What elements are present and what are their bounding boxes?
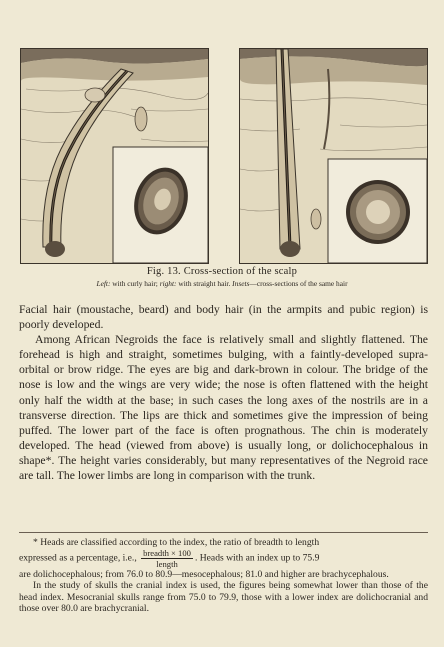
figure-caption: Fig. 13. Cross-section of the scalp (146, 266, 298, 277)
footnote-formula-intro: expressed as a percentage, i.e., (19, 552, 140, 564)
footnote-head-index-line1: * Heads are classified according to the index, the ratio of breadth to length (33, 537, 320, 548)
straight-hair-illustration (240, 49, 427, 263)
body-text (19, 302, 428, 483)
breadth-length-fraction (141, 548, 193, 569)
footnote-divider (19, 532, 428, 533)
caption-insets-label: Insets (232, 279, 250, 288)
caption-right-label: right: (159, 279, 177, 288)
footnote-cranial-index: In the study of skulls the cranial index is used, the figures being somewhat lower than those of the head index. Mesocranial skulls range from 75.0 to 79.9, those with a lower index are dolichocranial and those over 80.0 are brachycranial. (19, 580, 428, 614)
footnote-formula-tail: . Heads with an index up to 75.9 (194, 552, 320, 564)
caption-left-text: with curly hair; (110, 279, 160, 288)
fraction-denominator: length (156, 559, 178, 570)
footnote-head-index-line3: are dolichocephalous; from 76.0 to 80.9—mesocephalous; 81.0 and higher are brachycephalous. (19, 569, 389, 581)
figure-illustrations (20, 48, 426, 262)
curly-hair-illustration (21, 49, 208, 263)
caption-insets-text: —cross-sections of the same hair (249, 279, 348, 288)
figure-subcaption (0, 279, 444, 288)
caption-left-label: Left: (96, 279, 111, 288)
straight-hair-cross-section-panel (239, 48, 428, 264)
curly-hair-cross-section-panel (20, 48, 209, 264)
fraction-numerator: breadth × 100 (143, 548, 191, 559)
caption-right-text: with straight hair. (176, 279, 233, 288)
footnote-head-index-line2 (19, 548, 428, 569)
paragraph-negroid-features: Among African Negroids the face is relatively small and slightly flattened. The forehead is high and straight, sometimes bulging, with a faintly-developed supra-orbital or brow ridge. The eyes are big and dark-brown in colour. The bridge of the nose is low and the wings are very wide; the nose is often flattened with the height only half the width at the base; in such cases the long axes of the nostrils are in a transverse direction. The lips are thick and sometimes give the impression of being puffed. The lower part of the face is often prognathous. The chin is moderately developed. The head (viewed from above) is usually long, or dolichocephalous in shape*. The height varies considerably, but many representatives of the Negroid race are tall. The lower limbs are long in comparison with the trunk. (19, 333, 428, 483)
paragraph-facial-hair: Facial hair (moustache, beard) and body hair (in the armpits and pubic region) is poorly developed. (19, 303, 428, 332)
footnote (19, 537, 428, 614)
